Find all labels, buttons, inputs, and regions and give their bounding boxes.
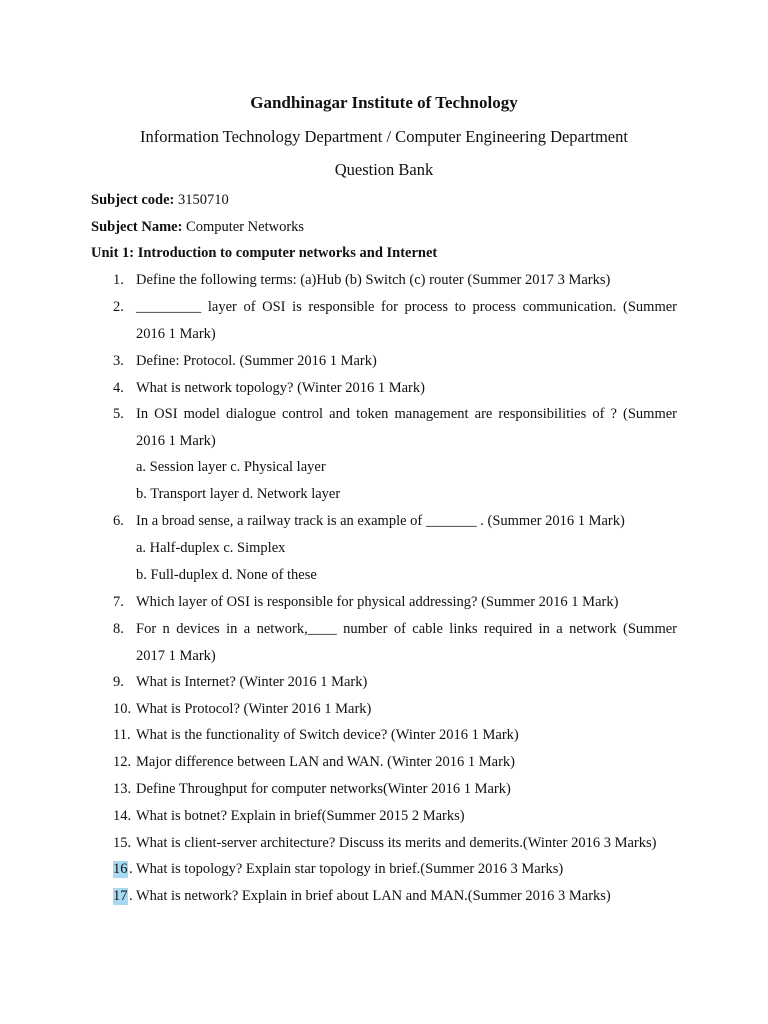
question-number: 2. [113, 299, 124, 315]
question-text: Define Throughput for computer networks(Winter 2016 1 Mark) [136, 781, 511, 797]
question-number: 8. [113, 621, 124, 637]
subject-code-value: 3150710 [174, 192, 229, 208]
question-text: . What is network? Explain in brief about LAN and MAN.(Summer 2016 3 Marks) [129, 888, 611, 904]
question-number: 9. [113, 674, 124, 690]
question-text: What is botnet? Explain in brief(Summer 2015 2 Marks) [136, 808, 465, 824]
option-line: a. Session layer c. Physical layer [136, 459, 326, 475]
question-number: 4. [113, 380, 124, 396]
question-text: Define: Protocol. (Summer 2016 1 Mark) [136, 353, 377, 369]
question-number: 15. [113, 835, 132, 851]
option-line: b. Full-duplex d. None of these [136, 567, 317, 583]
question-text: What is the functionality of Switch device? (Winter 2016 1 Mark) [136, 727, 519, 743]
question-text: _________ layer of OSI is responsible for process to process communication. (Summer [136, 299, 677, 315]
question-text: What is Internet? (Winter 2016 1 Mark) [136, 674, 368, 690]
option-line: b. Transport layer d. Network layer [136, 486, 341, 502]
question-text: . What is topology? Explain star topology in brief.(Summer 2016 3 Marks) [129, 861, 564, 877]
question-text: In a broad sense, a railway track is an example of _______ . (Summer 2016 1 Mark) [136, 513, 625, 529]
question-text: Major difference between LAN and WAN. (Winter 2016 1 Mark) [136, 754, 515, 770]
question-text: For n devices in a network,____ number of cable links required in a network (Summer [136, 621, 677, 637]
question-text: In OSI model dialogue control and token management are responsibilities of ? (Summer [136, 406, 677, 422]
question-number: 7. [113, 594, 124, 610]
question-number: 11. [113, 727, 131, 743]
question-continuation-text: 2016 1 Mark) [136, 433, 216, 449]
question-text: Define the following terms: (a)Hub (b) Switch (c) router (Summer 2017 3 Marks) [136, 272, 611, 288]
question-number: 3. [113, 353, 124, 369]
department-line: Information Technology Department / Computer Engineering Department [140, 127, 628, 146]
question-number: 1. [113, 272, 124, 288]
question-number: 12. [113, 754, 132, 770]
question-number: 5. [113, 406, 124, 422]
question-number-highlighted: 16 [113, 861, 128, 877]
question-number: 6. [113, 513, 124, 529]
question-text: Which layer of OSI is responsible for physical addressing? (Summer 2016 1 Mark) [136, 594, 619, 610]
question-text: What is Protocol? (Winter 2016 1 Mark) [136, 701, 372, 717]
subject-name-line [91, 219, 304, 236]
question-continuation-text: 2017 1 Mark) [136, 648, 216, 664]
question-number: 14. [113, 808, 132, 824]
subject-code-label: Subject code: [91, 192, 175, 208]
option-line: a. Half-duplex c. Simplex [136, 540, 286, 556]
document-type: Question Bank [334, 160, 434, 179]
question-number: 10. [113, 701, 132, 717]
institute-title: Gandhinagar Institute of Technology [250, 93, 518, 112]
unit-heading [91, 245, 437, 262]
subject-name-value: Computer Networks [182, 219, 305, 235]
question-number-highlighted: 17 [113, 888, 128, 904]
question-number: 13. [113, 781, 132, 797]
question-continuation-text: 2016 1 Mark) [136, 326, 216, 342]
question-text: What is client-server architecture? Discuss its merits and demerits.(Winter 2016 3 Marks) [136, 835, 657, 851]
subject-code-line [91, 192, 229, 209]
question-text: What is network topology? (Winter 2016 1 Mark) [136, 380, 425, 396]
unit-title: Unit 1: Introduction to computer networks and Internet [91, 245, 438, 261]
subject-name-label: Subject Name: [91, 219, 183, 235]
